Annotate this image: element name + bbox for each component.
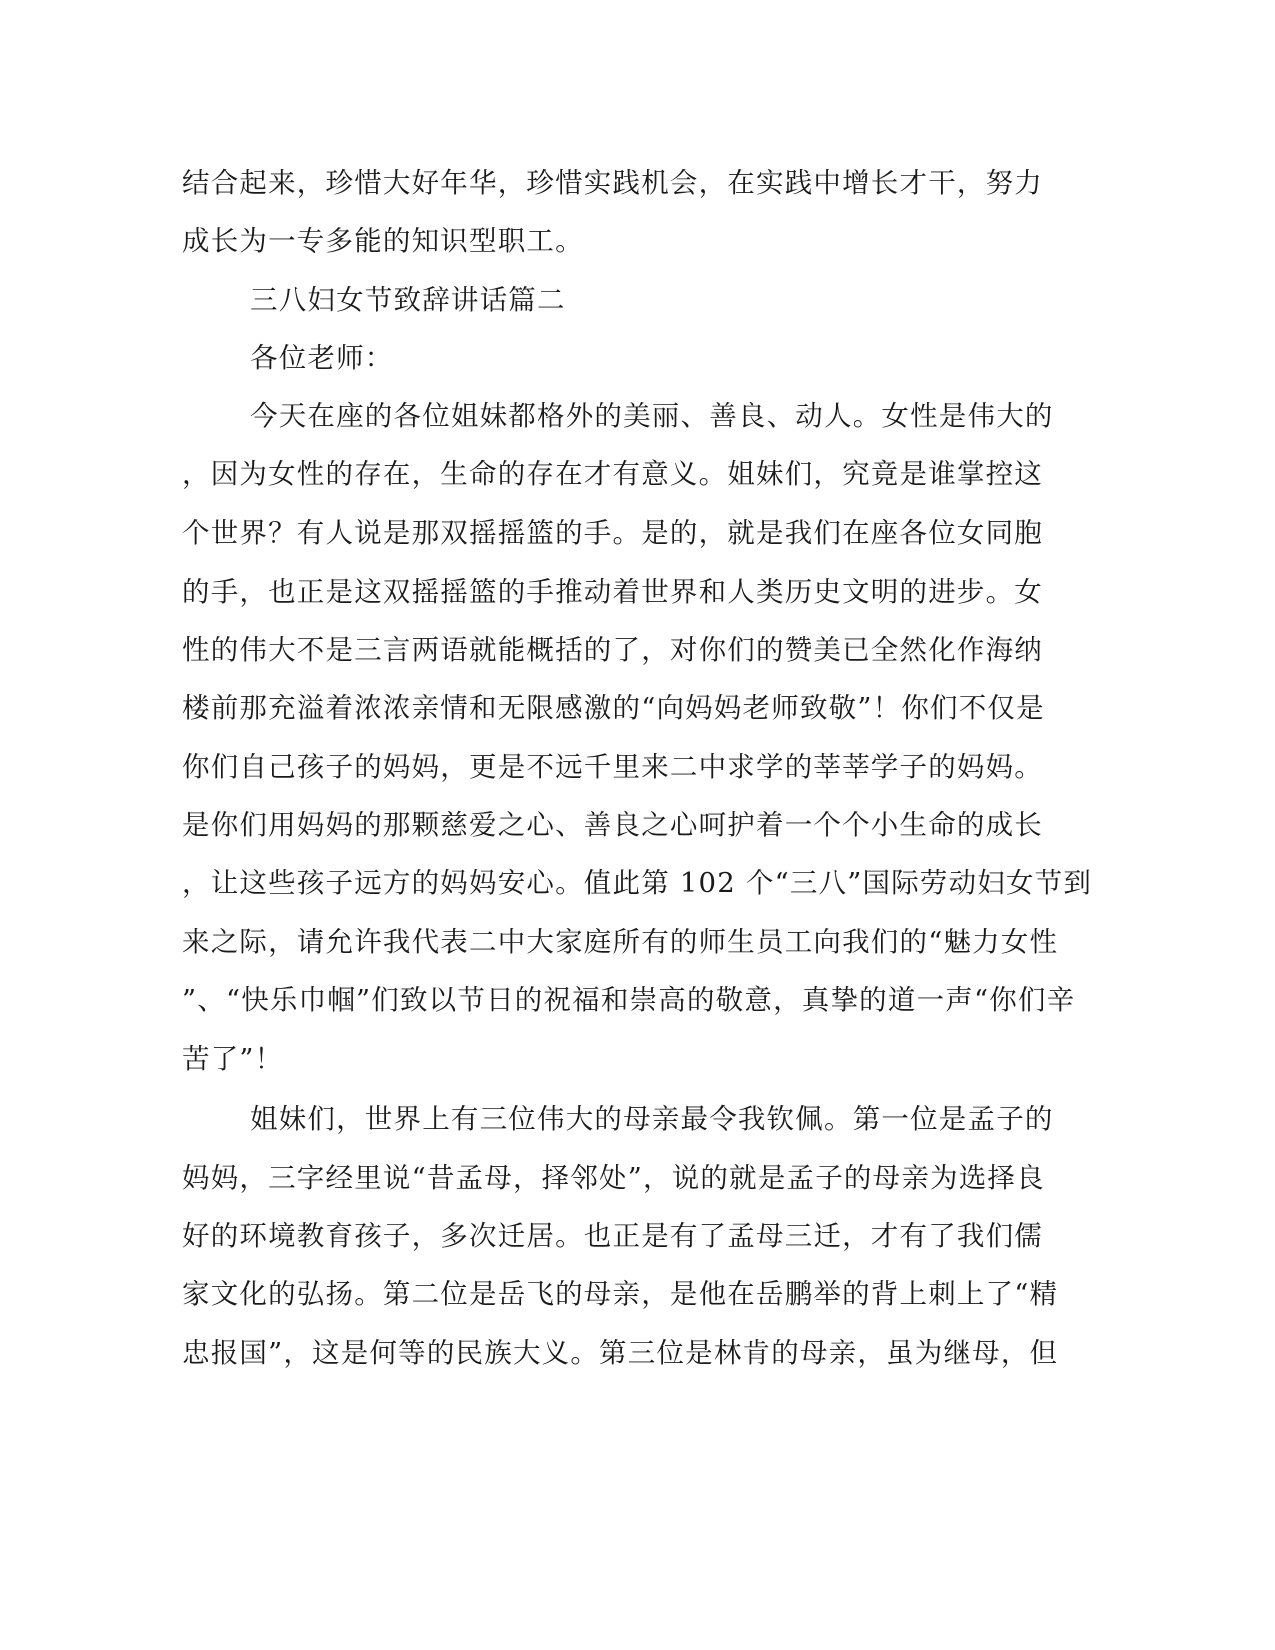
text-line: 今天在座的各位姐妹都格外的美丽、善良、动人。女性是伟大的 <box>250 400 1054 432</box>
text-line: ，让这些孩子远方的妈妈安心。值此第 102 个“三八”国际劳动妇女节到 <box>182 867 1093 899</box>
text-line: 你们自己孩子的妈妈，更是不远千里来二中求学的莘莘学子的妈妈。 <box>182 751 1043 783</box>
text-line: 来之际，请允许我代表二中大家庭所有的师生员工向我们的“魅力女性 <box>182 926 1059 958</box>
text-line: 是你们用妈妈的那颗慈爱之心、善良之心呵护着一个个小生命的成长 <box>182 809 1043 841</box>
text-line: 妈妈，三字经里说“昔孟母，择邻处”，说的就是孟子的母亲为选择良 <box>182 1162 1045 1194</box>
text-line: ”、“快乐巾帼”们致以节日的祝福和崇高的敬意，真挚的道一声“你们辛 <box>182 984 1076 1016</box>
text-line: 个世界？有人说是那双摇摇篮的手。是的，就是我们在座各位女同胞 <box>182 517 1043 549</box>
text-line: 的手，也正是这双摇摇篮的手推动着世界和人类历史文明的进步。女 <box>182 576 1043 608</box>
text-line: 楼前那充溢着浓浓亲情和无限感激的“向妈妈老师致敬”！你们不仅是 <box>182 692 1045 724</box>
text-line: 家文化的弘扬。第二位是岳飞的母亲，是他在岳鹏举的背上刺上了“精 <box>182 1278 1059 1310</box>
text-line: 性的伟大不是三言两语就能概括的了，对你们的赞美已全然化作海纳 <box>182 634 1043 666</box>
text-line: 忠报国”，这是何等的民族大义。第三位是林肯的母亲，虽为继母，但 <box>182 1337 1059 1369</box>
text-line: 结合起来，珍惜大好年华，珍惜实践机会，在实践中增长才干，努力 <box>182 167 1043 199</box>
text-line: 苦了”！ <box>182 1043 284 1075</box>
text-line: ，因为女性的存在，生命的存在才有意义。姐妹们，究竟是谁掌控这 <box>182 458 1043 490</box>
section-heading: 三八妇女节致辞讲话篇二 <box>250 284 566 316</box>
text-line: 姐妹们，世界上有三位伟大的母亲最令我钦佩。第一位是孟子的 <box>250 1103 1054 1135</box>
text-line: 成长为一专多能的知识型职工。 <box>182 225 584 257</box>
salutation: 各位老师： <box>250 342 394 374</box>
text-line: 好的环境教育孩子，多次迁居。也正是有了孟母三迁，才有了我们儒 <box>182 1220 1043 1252</box>
